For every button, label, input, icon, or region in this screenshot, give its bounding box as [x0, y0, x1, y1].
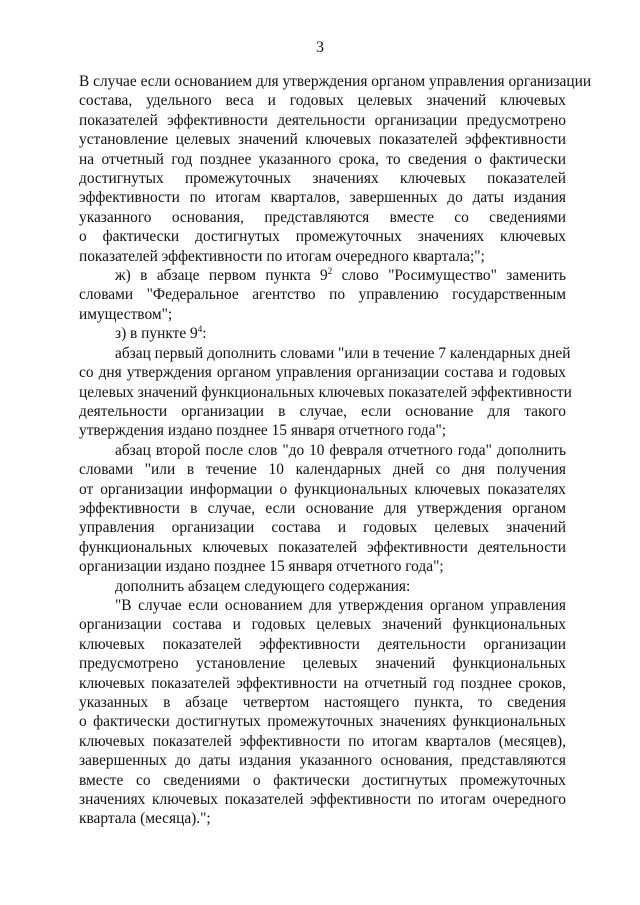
- text-line-content: о фактически достигнутых промежуточных значениях функциональных: [79, 713, 566, 731]
- text-line: [79, 208, 566, 227]
- text-line: [79, 150, 566, 169]
- text-line-content: значениях ключевых показателей эффективности по итогам очередного: [79, 791, 566, 809]
- page-number: 3: [316, 39, 324, 56]
- text-line: [79, 771, 566, 790]
- superscript: 2: [327, 266, 333, 277]
- text-line: [79, 712, 566, 731]
- text-line-content: абзац второй после слов "до 10 февраля отчетного года" дополнить: [115, 441, 566, 459]
- text-line: [79, 363, 566, 382]
- text-line: [79, 654, 566, 673]
- text-line-content: указанного основания, представляются вместе со сведениями: [79, 208, 566, 226]
- text-line-content: утверждения издано позднее 15 января отчетного года";: [79, 422, 446, 440]
- text-line-content: от организации информации о функциональных ключевых показателях: [79, 480, 566, 498]
- text-line-content: абзац первый дополнить словами "или в течение 7 календарных дней: [115, 344, 571, 362]
- text-line-content: состава, удельного веса и годовых целевых значений ключевых: [79, 92, 566, 110]
- text-line: [79, 111, 566, 130]
- text-line: [79, 615, 566, 634]
- text-line-content: ж) в абзаце первом пункта 9: [115, 267, 328, 285]
- text-line: [79, 421, 566, 440]
- text-line: [79, 266, 566, 285]
- text-line-continuation: слово "Росимущество" заменить: [332, 267, 566, 285]
- text-line: [79, 402, 566, 421]
- text-line: [79, 596, 566, 615]
- text-line-content: словами "или в течение 10 календарных дней со дня получения: [79, 461, 566, 479]
- text-line-content: показателей эффективности деятельности организации предусмотрено: [79, 111, 566, 129]
- text-line: [79, 693, 566, 712]
- text-line: [79, 557, 566, 576]
- text-line-content: достигнутых промежуточных значениях ключевых показателей: [79, 170, 566, 188]
- text-line: [79, 732, 566, 751]
- text-line-continuation: :: [202, 325, 207, 343]
- text-line-content: ключевых показателей эффективности по итогам кварталов (месяцев),: [79, 732, 566, 750]
- text-line-content: со дня утверждения органом управления организации состава и годовых: [79, 364, 566, 382]
- text-line: [79, 247, 566, 266]
- text-line-content: ключевых показателей эффективности на отчетный год позднее сроков,: [79, 674, 566, 692]
- text-line-content: о фактически достигнутых промежуточных значениях ключевых: [79, 228, 566, 246]
- text-line-content: показателей эффективности по итогам очередного квартала;";: [79, 247, 485, 265]
- text-line-content: функциональных ключевых показателей эффективности деятельности: [79, 538, 566, 556]
- text-line-content: з) в пункте 9: [115, 325, 198, 343]
- text-line: [79, 790, 566, 809]
- text-line: [79, 441, 566, 460]
- superscript: 4: [197, 324, 203, 335]
- text-line: [79, 188, 566, 207]
- text-line-content: имуществом";: [79, 305, 173, 323]
- text-line: [79, 383, 572, 402]
- text-line: [79, 227, 566, 246]
- text-line-content: вместе со сведениями о фактически достигнутых промежуточных: [79, 771, 566, 789]
- document-body: [79, 72, 592, 829]
- text-line-content: установление целевых значений ключевых показателей эффективности: [79, 131, 566, 149]
- text-line: [79, 635, 566, 654]
- text-line: [79, 130, 566, 149]
- text-line: [79, 324, 566, 343]
- text-line: [79, 577, 566, 596]
- text-line-content: целевых значений функциональных ключевых показателей эффективности: [79, 383, 572, 401]
- text-line-content: эффективности по итогам кварталов, завершенных до даты издания: [79, 189, 566, 207]
- text-line: [79, 809, 566, 828]
- text-line: [79, 344, 571, 363]
- text-line: [79, 518, 566, 537]
- text-line-content: В случае если основанием для утверждения органом управления организации: [79, 73, 592, 90]
- text-line-content: организации состава и годовых целевых значений функциональных: [79, 616, 566, 634]
- text-line: [79, 305, 566, 324]
- text-line-content: деятельности организации в случае, если основание для такого: [79, 402, 566, 420]
- text-line-content: на отчетный год позднее указанного срока, то сведения о фактически: [79, 150, 566, 168]
- text-line-content: завершенных до даты издания указанного основания, представляются: [79, 752, 566, 770]
- text-line: [79, 751, 566, 770]
- text-line-content: эффективности в случае, если основание для утверждения органом: [79, 499, 566, 517]
- text-line: [79, 91, 566, 110]
- text-line-content: ключевых показателей эффективности деятельности организации: [79, 635, 566, 653]
- text-line-content: указанных в абзаце четвертом настоящего пункта, то сведения: [79, 694, 566, 711]
- text-line-content: организации издано позднее 15 января отчетного года";: [79, 558, 444, 576]
- text-line: [79, 674, 566, 693]
- text-line-content: предусмотрено установление целевых значений функциональных: [79, 655, 566, 673]
- text-line-content: дополнить абзацем следующего содержания:: [115, 577, 411, 595]
- text-line: [79, 72, 592, 91]
- text-line-content: квартала (месяца).";: [79, 810, 211, 828]
- text-line: [79, 499, 566, 518]
- text-line-content: словами "Федеральное агентство по управлению государственным: [79, 286, 566, 304]
- text-line: [79, 480, 566, 499]
- text-line: [79, 169, 566, 188]
- text-line-content: "В случае если основанием для утверждения органом управления: [115, 596, 566, 614]
- text-line: [79, 460, 566, 479]
- text-line: [79, 538, 566, 557]
- text-line-content: управления организации состава и годовых целевых значений: [79, 519, 566, 537]
- text-line: [79, 285, 566, 304]
